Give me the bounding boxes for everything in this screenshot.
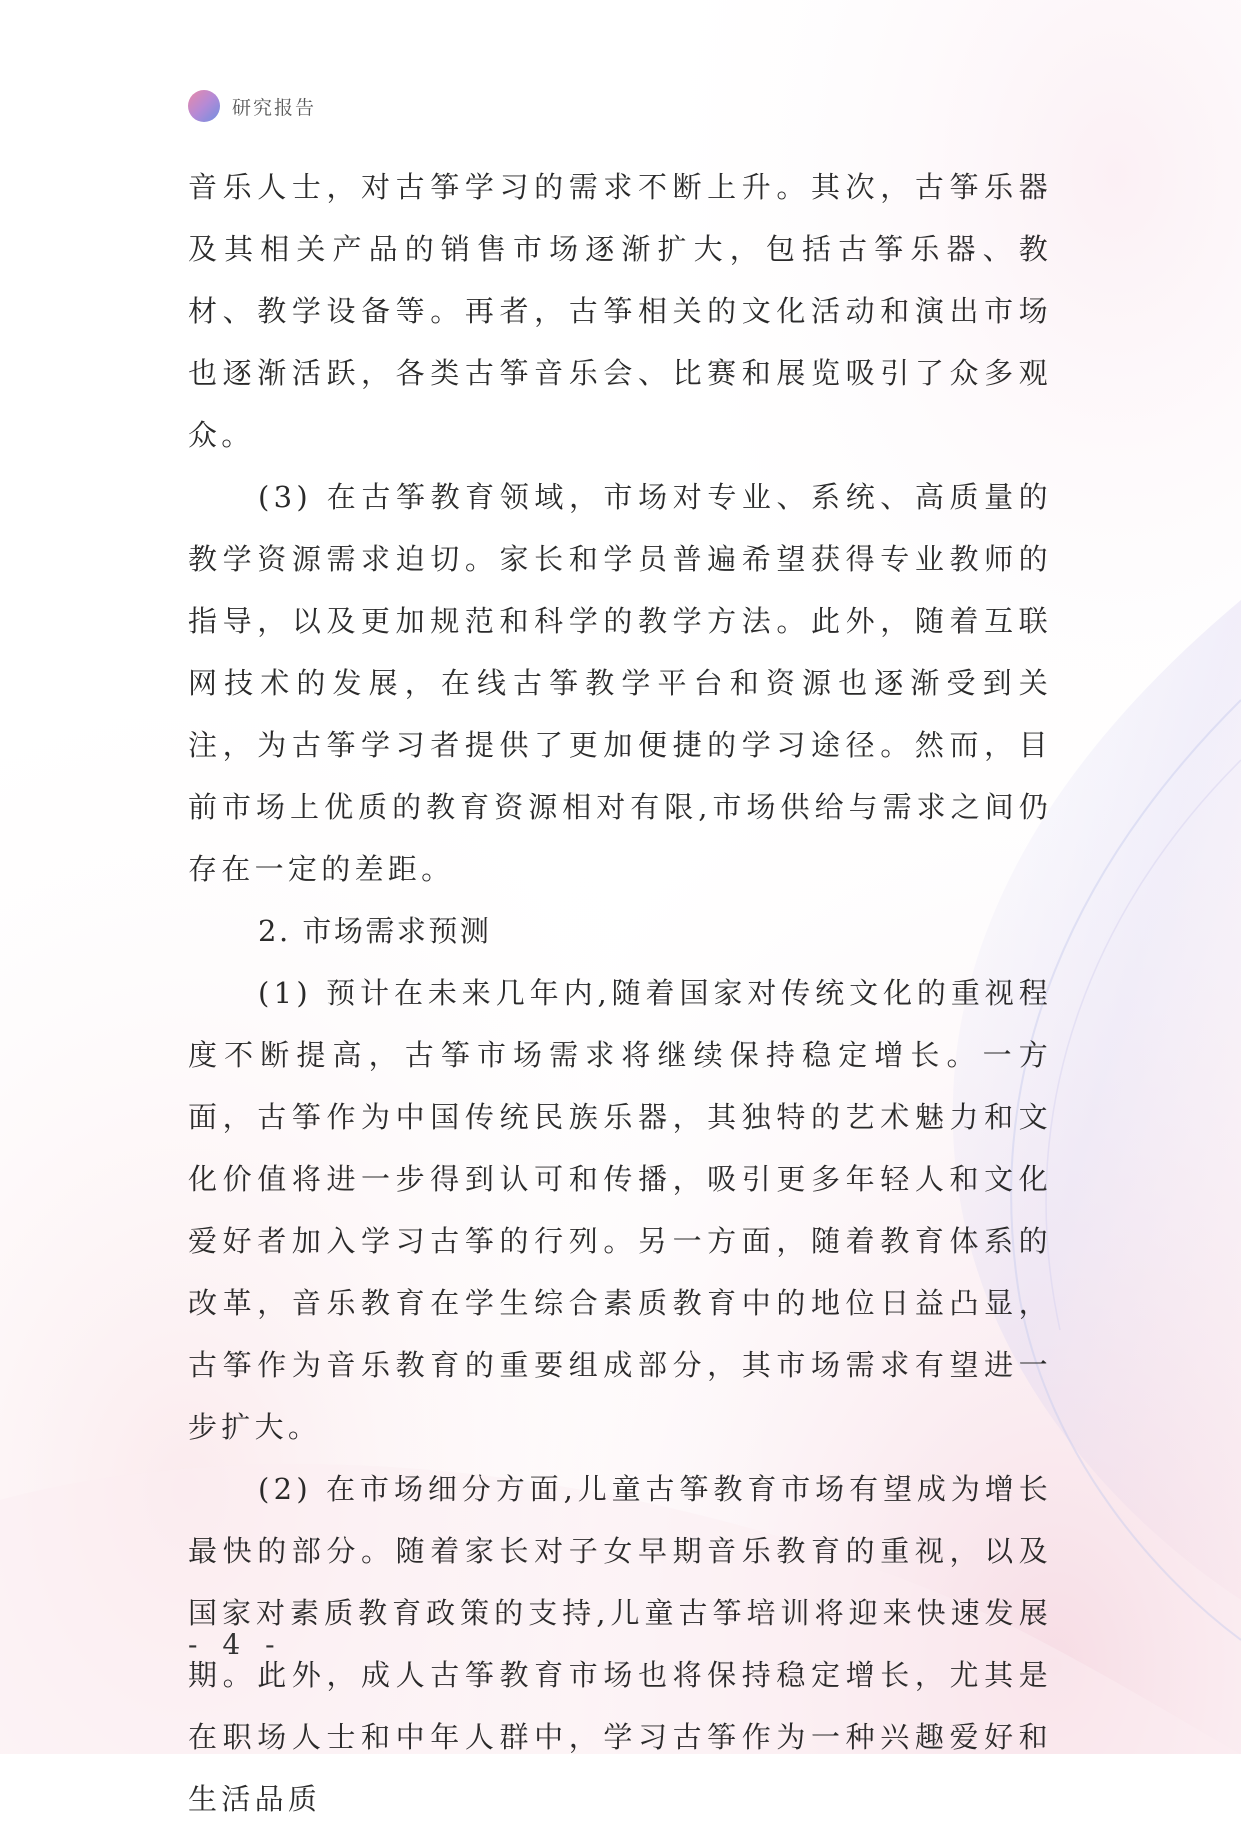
paragraph-item-3: (3) 在古筝教育领域，市场对专业、系统、高质量的教学资源需求迫切。家长和学员普遍希望获得专业教师的指导，以及更加规范和科学的教学方法。此外，随着互联网技术的发展，在线古筝教学平台和资源也逐渐受到关注，为古筝学习者提供了更加便捷的学习途径。然而，目前市场上优质的教育资源相对有限,市场供给与需求之间仍存在一定的差距。 [188,480,1052,886]
report-header [188,90,316,122]
header-title: 研究报告 [232,96,317,119]
paragraph-item-2: (2) 在市场细分方面,儿童古筝教育市场有望成为增长最快的部分。随着家长对子女早期音乐教育的重视，以及国家对素质教育政策的支持,儿童古筝培训将迎来快速发展期。此外，成人古筝教育市场也将保持稳定增长，尤其是在职场人士和中年人群中，学习古筝作为一种兴趣爱好和生活品质 [188,1472,1052,1816]
paragraph-item-1: (1) 预计在未来几年内,随着国家对传统文化的重视程度不断提高，古筝市场需求将继续保持稳定增长。一方面，古筝作为中国传统民族乐器，其独特的艺术魅力和文化价值将进一步得到认可和传播，吸引更多年轻人和文化爱好者加入学习古筝的行列。另一方面，随着教育体系的改革，音乐教育在学生综合素质教育中的地位日益凸显，古筝作为音乐教育的重要组成部分，其市场需求有望进一步扩大。 [188,976,1052,1444]
body-text [188,156,1052,1830]
section-heading: 2. 市场需求预测 [258,914,492,948]
logo-circle-icon [188,90,220,122]
page-number: - 4 - [188,1628,283,1661]
paragraph-continuation: 音乐人士，对古筝学习的需求不断上升。其次，古筝乐器及其相关产品的销售市场逐渐扩大，包括古筝乐器、教材、教学设备等。再者，古筝相关的文化活动和演出市场也逐渐活跃，各类古筝音乐会、比赛和展览吸引了众多观众。 [188,170,1052,452]
